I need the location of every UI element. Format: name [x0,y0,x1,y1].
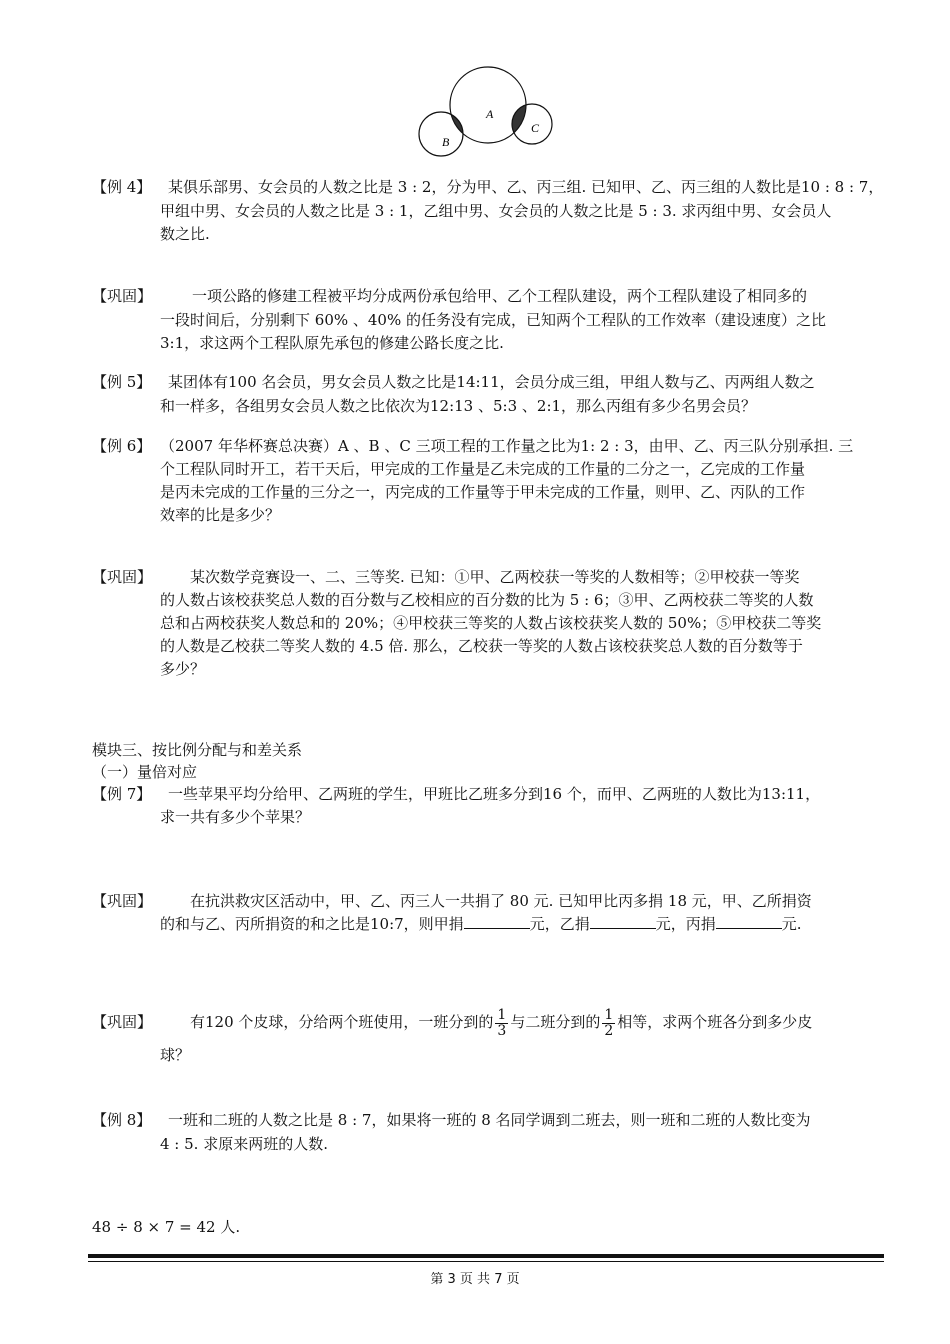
consolidation-1-line: 一项公路的修建工程被平均分成两份承包给甲、乙个工程队建设，两个工程队建设了相同多的 [192,287,808,305]
consolidation-2-tag: 【巩固】 [92,568,153,586]
example-6-line: 个工程队同时开工，若干天后，甲完成的工作量是乙未完成的工作量的二分之一，乙完成的工作量 [160,460,806,478]
fraction-numerator: 1 [497,1006,507,1023]
consolidation-2-line: 的人数是乙校获二等奖人数的 4.5 倍. 那么，乙校获一等奖的人数占该校获奖总人数的百分数等于 [160,637,803,655]
consolidation-3-tag: 【巩固】 [92,892,153,910]
consolidation-3-line: 在抗洪救灾区活动中，甲、乙、丙三人一共捐了 80 元. 已知甲比丙多捐 18 元，甲、乙所捐资 [190,892,812,910]
text-segment: 与二班分到的 [510,1013,601,1031]
example-7-line: 一些苹果平均分给甲、乙两班的学生，甲班比乙班多分到16 个，而甲、乙两班的人数比为13:11， [168,785,821,803]
answer-blank-jia[interactable] [464,914,530,929]
venn-diagram [412,66,560,158]
example-6-line: 是丙未完成的工作量的三分之一，丙完成的工作量等于甲未完成的工作量，则甲、乙、丙队的工作 [160,483,806,501]
label-c: C [531,121,540,135]
example-5-tag: 【例 5】 [92,373,152,391]
text-segment: 元，乙捐 [529,915,590,933]
consolidation-2-line: 多少？ [160,660,206,678]
consolidation-4-line-2: 球？ [160,1046,191,1064]
answer-blank-bing[interactable] [716,914,782,929]
fraction-denominator: 2 [604,1022,614,1039]
answer-blank-yi[interactable] [590,914,656,929]
circle-a [450,67,526,143]
fraction-denominator: 3 [497,1022,507,1039]
footer-rule-thick [88,1254,884,1258]
footer-rule-thin [88,1261,884,1262]
example-8-line: 一班和二班的人数之比是 8 : 7，如果将一班的 8 名同学调到二班去，则一班和二班的人数比变为 [168,1111,811,1129]
page-number: 第 3 页 共 7 页 [430,1272,520,1287]
example-8-tag: 【例 8】 [92,1111,152,1129]
consolidation-3-line-2 [160,914,802,934]
example-4-line: 某俱乐部男、女会员的人数之比是 3 : 2，分为甲、乙、丙三组. 已知甲、乙、丙三组的人数比是10 : 8 : 7， [168,178,884,196]
example-4-line: 数之比. [160,225,210,243]
consolidation-2-line: 总和占两校获奖人数总和的 20%；④甲校获三等奖的人数占该校获奖人数的 50%；⑤甲校获二等奖 [160,614,822,632]
label-b: B [442,135,450,149]
consolidation-4-line-1 [190,998,812,1046]
label-a: A [486,107,494,121]
fraction-one-half [602,1008,615,1039]
fraction-one-third [495,1008,508,1039]
answer-text: 48 ÷ 8 × 7 = 42 人. [92,1218,241,1236]
text-segment: 元，丙捐 [655,915,716,933]
example-6-line: 效率的比是多少？ [160,506,281,524]
text-segment: 相等，求两个班各分到多少皮 [617,1013,813,1031]
example-4-line: 甲组中男、女会员的人数之比是 3 : 1，乙组中男、女会员的人数之比是 5 : 3. 求丙组中男、女会员人 [160,202,832,220]
consolidation-2-line: 的人数占该校获奖总人数的百分数与乙校相应的百分数的比为 5 : 6；③甲、乙两校获二等奖的人数 [160,591,814,609]
example-8-line: 4 : 5. 求原来两班的人数. [160,1135,328,1153]
consolidation-4-tag: 【巩固】 [92,1013,153,1031]
example-5-line: 和一样多，各组男女会员人数之比依次为12:13 、5:3 、2:1，那么丙组有多少名男会员？ [160,397,757,415]
example-5-line: 某团体有100 名会员，男女会员人数之比是14:11，会员分成三组，甲组人数与乙、丙两组人数之 [168,373,815,391]
example-7-line: 求一共有多少个苹果？ [160,808,311,826]
module-subtitle: （一）量倍对应 [92,763,198,781]
example-7-tag: 【例 7】 [92,785,152,803]
circle-b [419,112,463,156]
text-segment: 有120 个皮球，分给两个班使用，一班分到的 [190,1013,494,1031]
text-segment: 元. [781,915,802,933]
fraction-numerator: 1 [604,1006,614,1023]
consolidation-2-line: 某次数学竞赛设一、二、三等奖. 已知：①甲、乙两校获一等奖的人数相等；②甲校获一等奖 [190,568,800,586]
consolidation-1-tag: 【巩固】 [92,287,153,305]
text-segment: 的和与乙、丙所捐资的和之比是10:7，则甲捐 [160,915,464,933]
example-6-line: （2007 年华杯赛总决赛）A 、B 、C 三项工程的工作量之比为1: 2 : 3，由甲、乙、丙三队分别承担. 三 [160,437,854,455]
example-4-tag: 【例 4】 [92,178,152,196]
consolidation-1-line: 3:1，求这两个工程队原先承包的修建公路长度之比. [160,334,504,352]
module-title: 模块三、按比例分配与和差关系 [92,741,303,759]
consolidation-1-line: 一段时间后，分别剩下 60% 、40% 的任务没有完成，已知两个工程队的工作效率（建设速度）之比 [160,311,826,329]
example-6-tag: 【例 6】 [92,437,152,455]
